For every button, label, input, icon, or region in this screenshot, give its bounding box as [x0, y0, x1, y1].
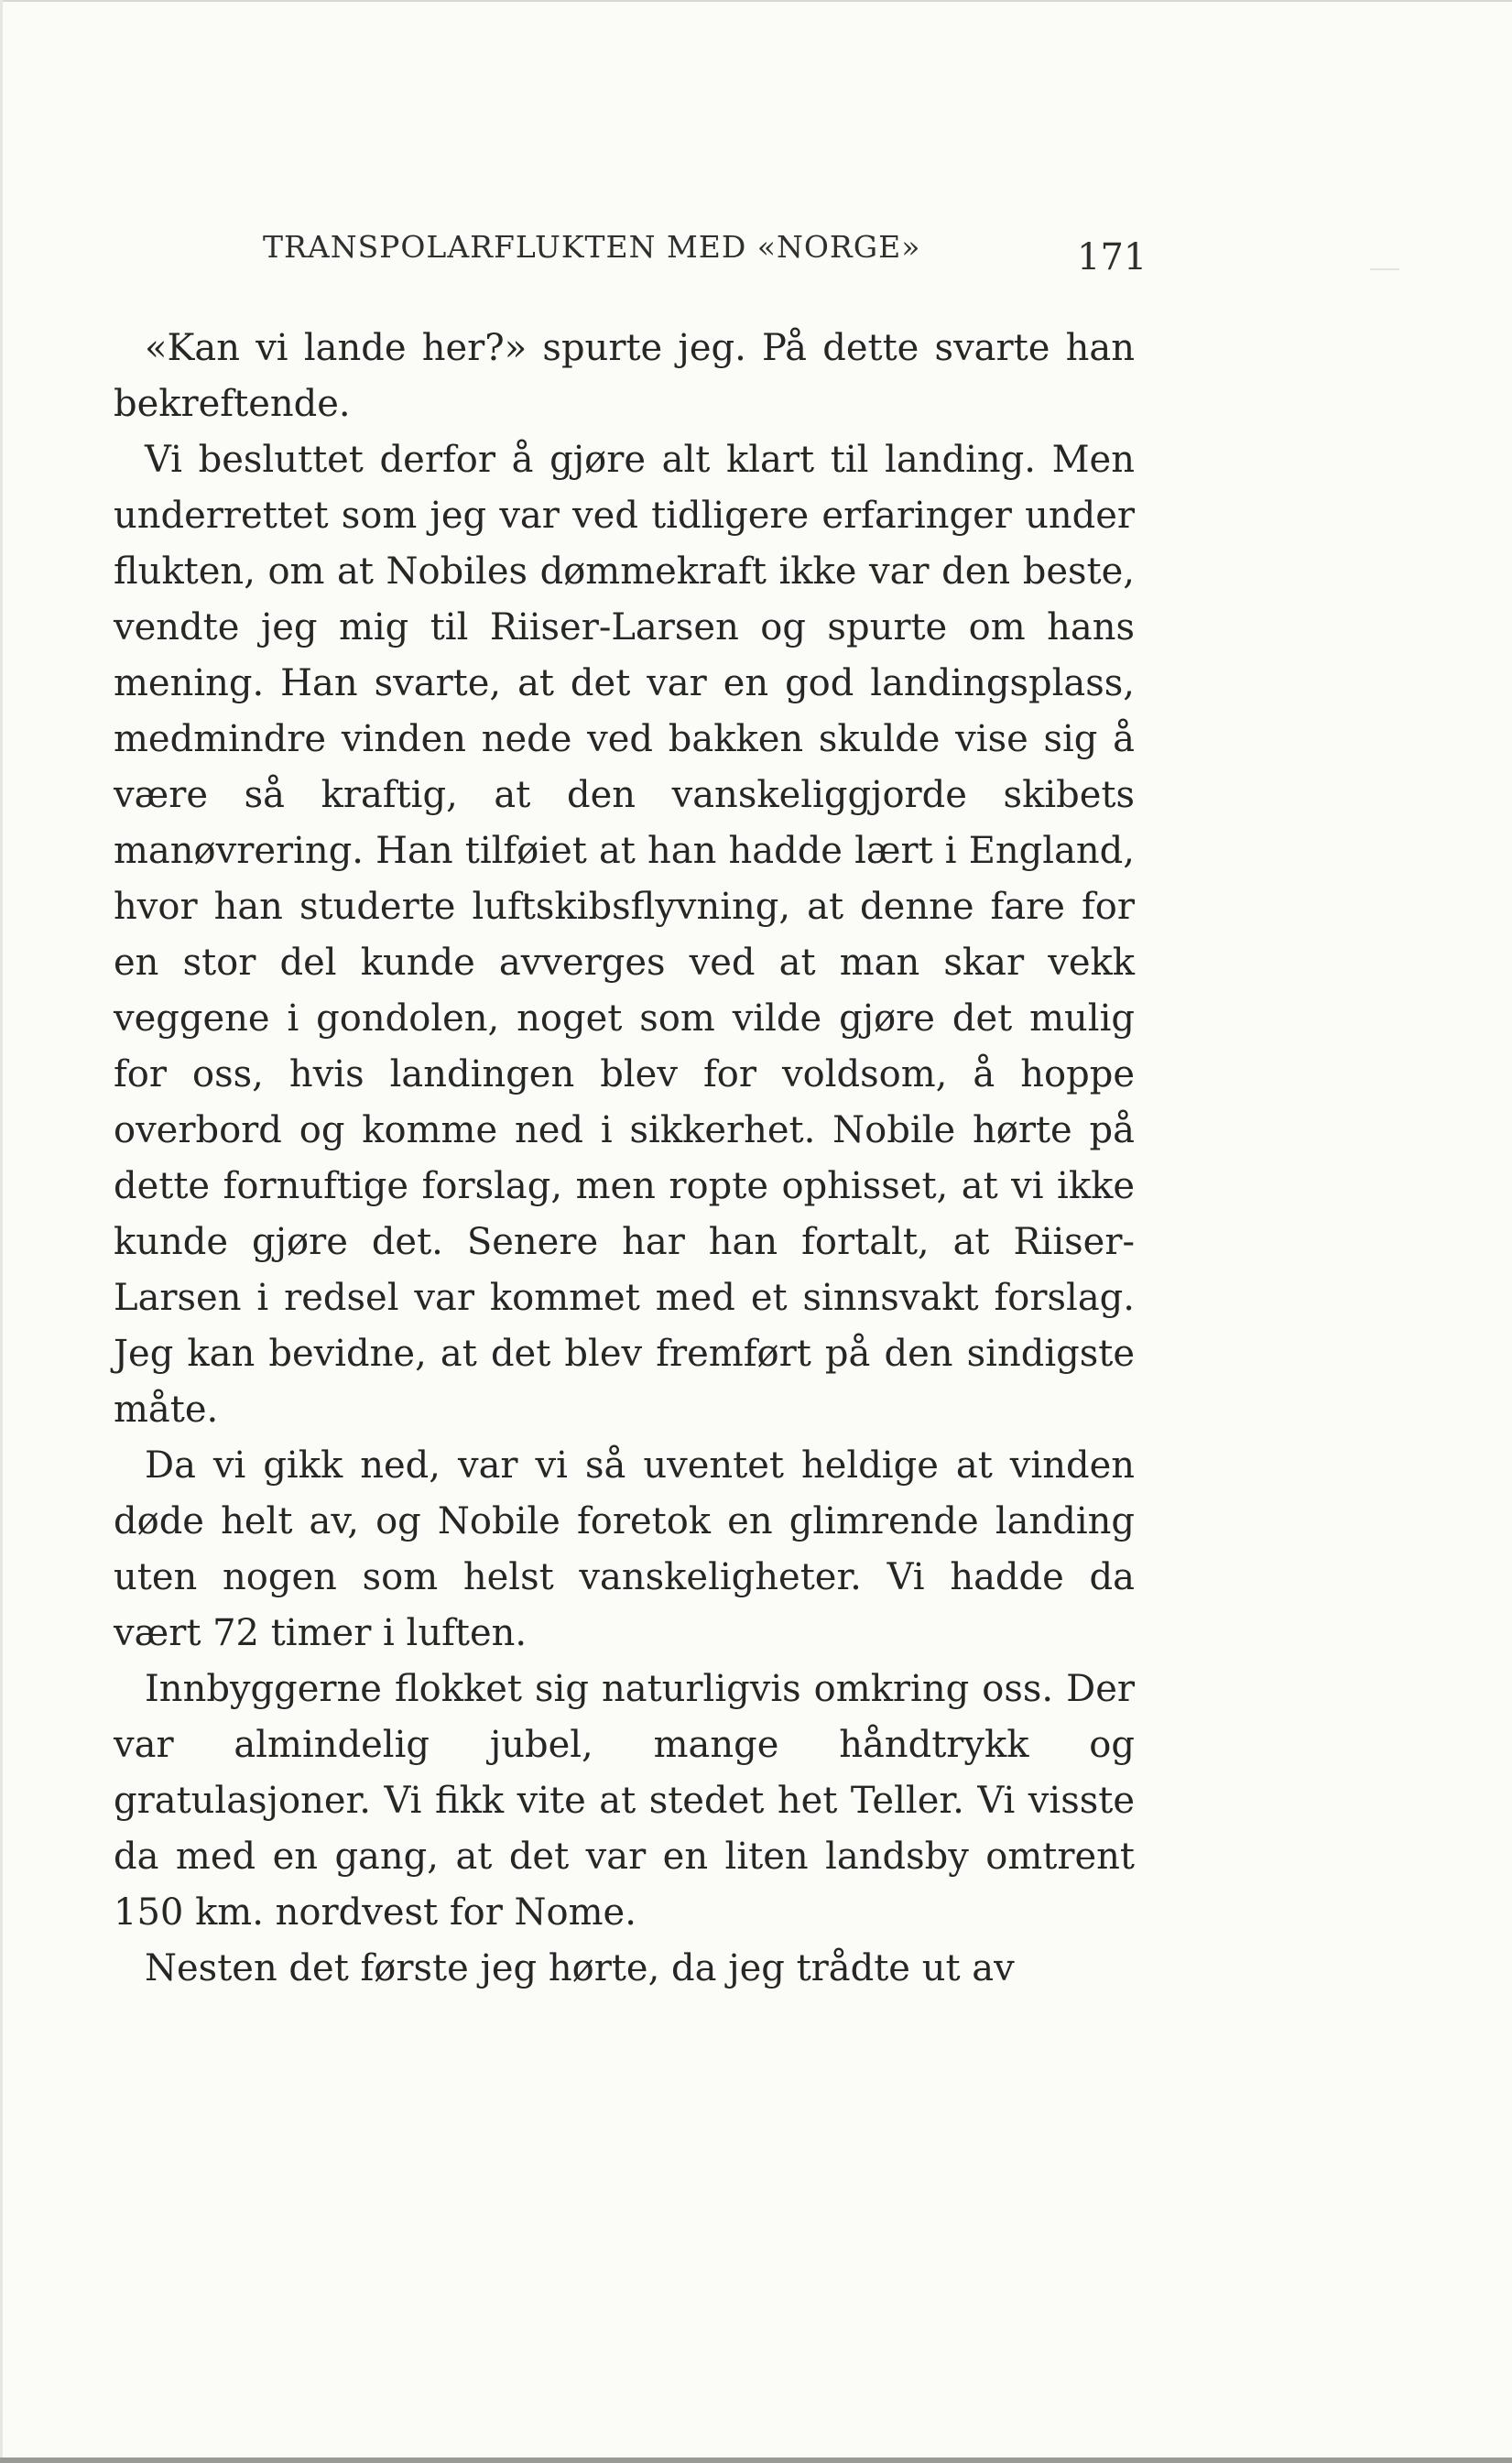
running-head: TRANSPOLARFLUKTEN MED «NORGE» [263, 229, 921, 265]
page-top-edge [0, 0, 1512, 2]
body-text [114, 321, 1135, 1997]
paragraph-5: Nesten det første jeg hørte, da jeg trådte ut av [145, 1947, 1015, 1989]
page-left-edge [0, 0, 3, 2463]
page-bottom-edge [0, 2458, 1512, 2463]
page-number: 171 [1077, 236, 1148, 278]
paragraph-3: Da vi gikk ned, var vi så uventet heldige at vinden døde helt av, og Nobile foretok en glimrende landing uten nogen som helst vanskeligheter. Vi hadde da vært 72 timer i luften. [114, 1444, 1135, 1654]
margin-mark [1370, 268, 1399, 270]
paragraph-1: «Kan vi lande her?» spurte jeg. På dette svarte han bekreftende. [114, 327, 1135, 425]
paragraph-4: Innbyggerne flokket sig naturligvis omkring oss. Der var almindelig jubel, mange håndtrykk og gratulasjoner. Vi fikk vite at stedet het Teller. Vi visste da med en gang, at det var en liten landsby omtrent 150 km. nordvest for Nome. [114, 1668, 1135, 1934]
paragraph-2: Vi besluttet derfor å gjøre alt klart til landing. Men underrettet som jeg var ved tidligere erfaringer under flukten, om at Nobiles dømmekraft ikke var den beste, vendte jeg mig til Riiser-Larsen og spurte om hans mening. Han svarte, at det var en god landingsplass, medmindre vinden nede ved bakken skulde vise sig å være så kraftig, at den vanskeliggjorde skibets manøvrering. Han tilføiet at han hadde lært i England, hvor han studerte luftskibsflyvning, at denne fare for en stor del kunde avverges ved at man skar vekk veggene i gondolen, noget som vilde gjøre det mulig for oss, hvis landingen blev for voldsom, å hoppe overbord og komme ned i sikkerhet. Nobile hørte på dette fornuftige forslag, men ropte ophisset, at vi ikke kunde gjøre det. Senere har han fortalt, at Riiser-Larsen i redsel var kommet med et sinnsvakt forslag. Jeg kan bevidne, at det blev fremført på den sindigste måte. [114, 439, 1135, 1431]
